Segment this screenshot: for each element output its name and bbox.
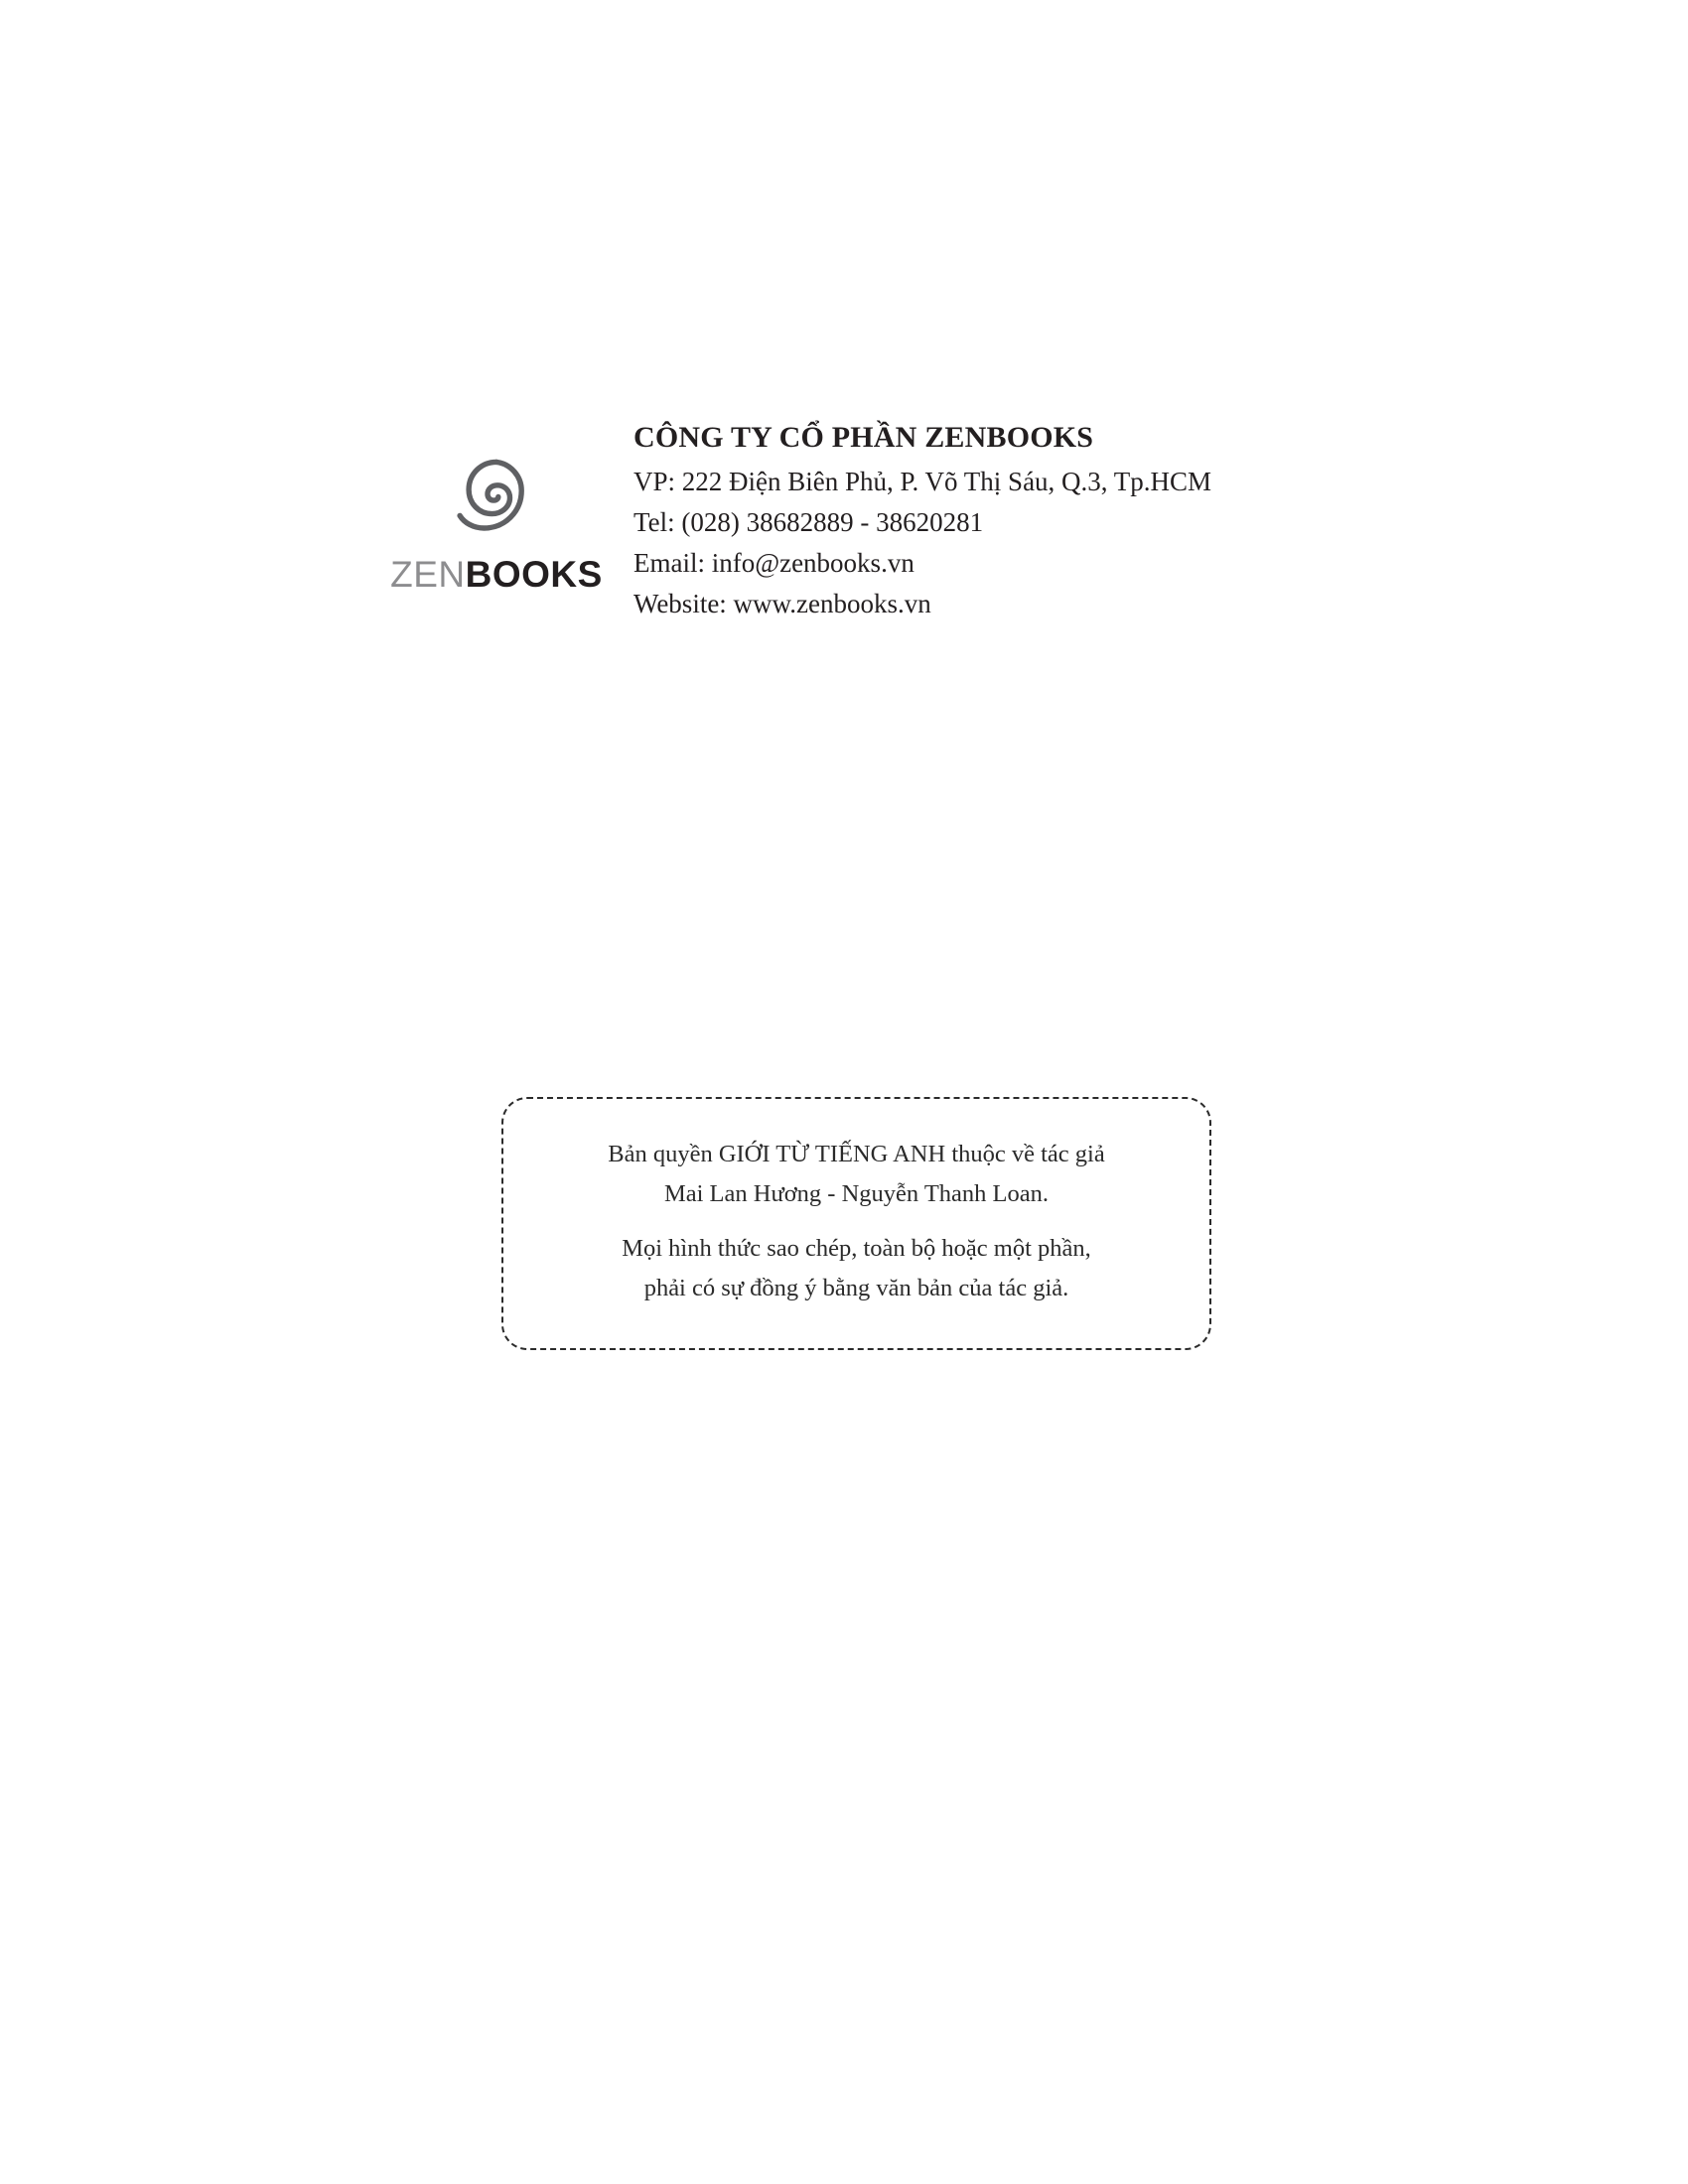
wordmark-zen: ZEN	[390, 554, 466, 595]
publisher-website: Website: www.zenbooks.vn	[633, 588, 931, 618]
copyright-line-3: Mọi hình thức sao chép, toàn bộ hoặc một phần,	[622, 1235, 1091, 1263]
wordmark-books: BOOKS	[465, 554, 603, 595]
publisher-imprint-block	[377, 417, 1311, 624]
zenbooks-spiral-logo-icon	[452, 457, 541, 546]
publisher-email: Email: info@zenbooks.vn	[633, 547, 914, 578]
publisher-phone: Tel: (028) 38682889 - 38620281	[633, 506, 984, 537]
publisher-contact-info	[616, 417, 1311, 624]
publisher-company-name: CÔNG TY CỔ PHẦN ZENBOOKS	[633, 421, 1094, 454]
publisher-address: VP: 222 Điện Biên Phủ, P. Võ Thị Sáu, Q.3, Tp.HCM	[633, 466, 1212, 496]
copyright-line-2: Mai Lan Hương - Nguyễn Thanh Loan.	[663, 1179, 1050, 1207]
publisher-wordmark	[390, 556, 603, 593]
copyright-line-4: phải có sự đồng ý bằng văn bản của tác giả.	[643, 1275, 1069, 1302]
copyright-notice-box	[501, 1097, 1211, 1350]
publisher-logo	[377, 417, 616, 593]
copyright-line-1: Bản quyền GIỚI TỪ TIẾNG ANH thuộc về tác giả	[608, 1141, 1105, 1167]
